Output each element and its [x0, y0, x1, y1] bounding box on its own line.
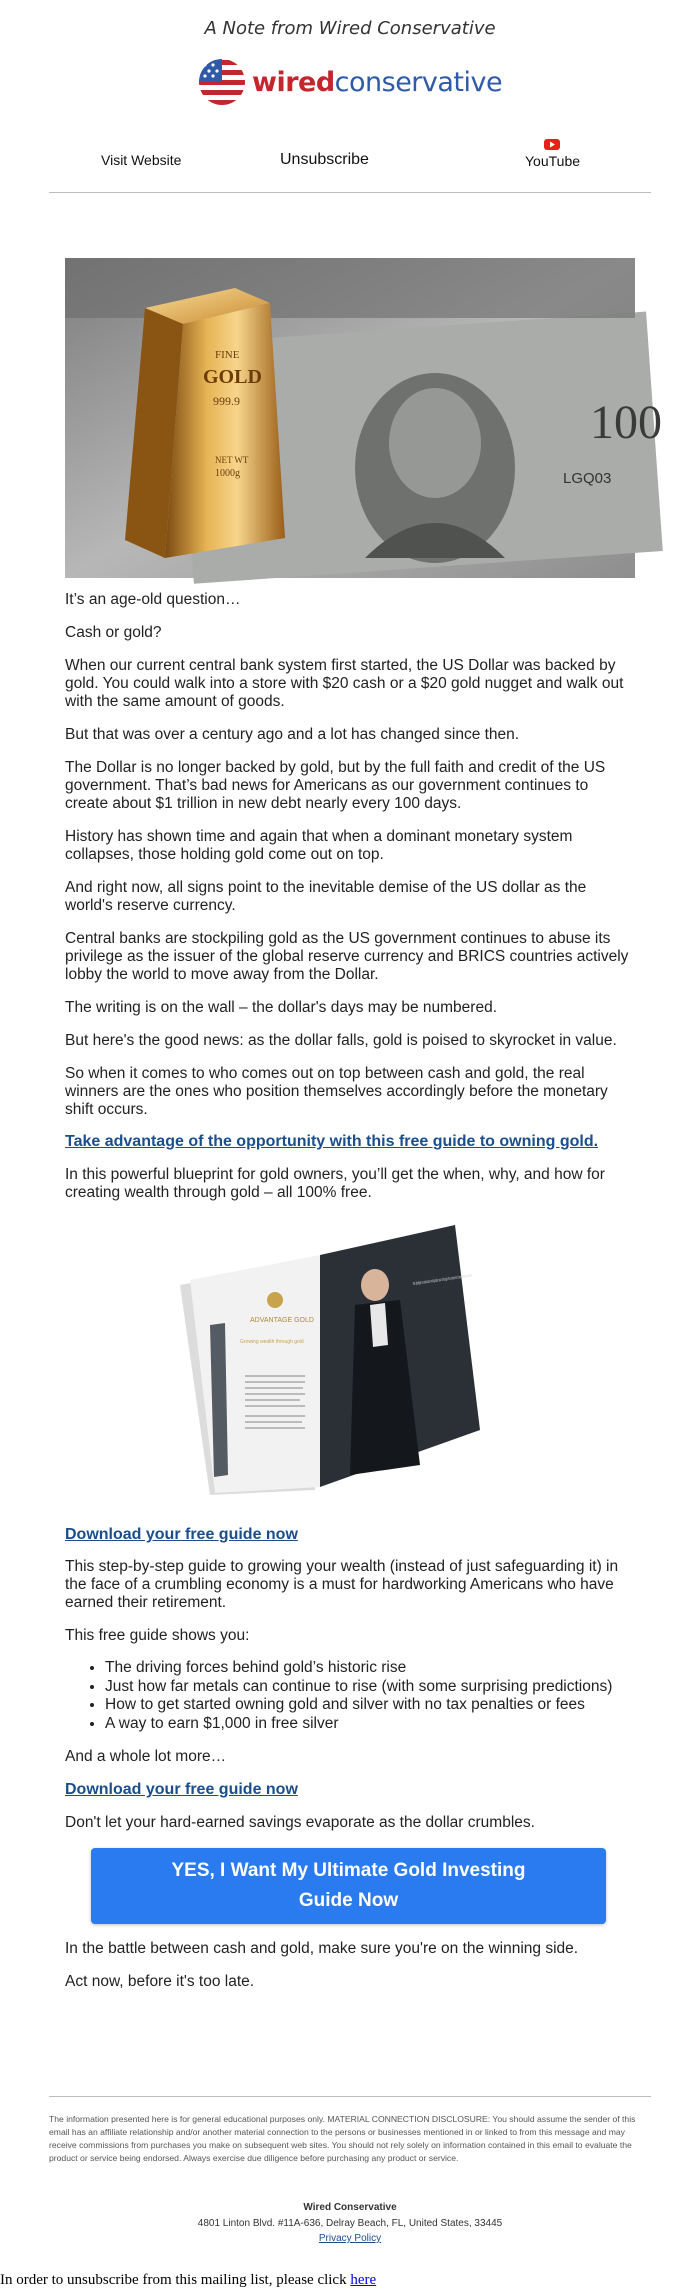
good-news-paragraph: But here's the good news: as the dollar falls, gold is poised to skyrocket in value. — [65, 1032, 617, 1049]
step-by-step-paragraph: This step-by-step guide to growing your wealth (instead of just safeguarding it) in the face of a crumbling economy is a must for hardworking Americans who have earned their retirement. — [65, 1558, 619, 1611]
logo-wordmark — [252, 67, 502, 98]
bar-line-2: GOLD — [203, 366, 262, 388]
footer-divider — [49, 2096, 651, 2097]
brand-logo[interactable] — [198, 56, 502, 108]
bar-line-1: FINE — [215, 349, 240, 361]
download-guide-link-2[interactable]: Download your free guide now — [65, 1781, 298, 1798]
book-right-text: We pledge to educate and guide you through the process from start to finish. — [412, 1259, 565, 1286]
savings-paragraph: Don't let your hard-earned savings evaporate as the dollar crumbles. — [65, 1814, 535, 1831]
unsubscribe-text: In order to unsubscribe from this mailing list, please click — [0, 2272, 347, 2288]
winners-paragraph: So when it comes to who comes out on top between cash and gold, the real winners are the ones who position themselves accordingly before the monetary shift occurs. — [65, 1065, 608, 1118]
battle-paragraph: In the battle between cash and gold, make sure you're on the winning side. — [65, 1940, 579, 1957]
tagline: A Note from Wired Conservative — [204, 18, 496, 39]
list-item: • A way to earn $1,000 in free silver — [105, 1715, 635, 1734]
bar-line-3: 999.9 — [213, 394, 240, 408]
unsubscribe-link[interactable]: Unsubscribe — [280, 151, 369, 168]
collapse-paragraph: History has shown time and again that when a dominant monetary system collapses, those holding gold come out on top. — [65, 828, 573, 863]
writing-wall-paragraph: The writing is on the wall – the dollar's days may be numbered. — [65, 999, 498, 1016]
central-banks-paragraph: Central banks are stockpiling gold as the US government continues to abuse its privilege as the issuer of the global reserve currency and BRICS countries actively lobby the world to move away from the Dollar. — [65, 930, 629, 983]
unsubscribe-here-link[interactable]: here — [350, 2272, 377, 2288]
book-left-text: Growing wealth through gold — [240, 1339, 304, 1345]
logo-word-wired: wired — [252, 66, 335, 98]
cta-label[interactable]: YES, I Want My Ultimate Gold Investing Guide Now — [171, 1860, 526, 1911]
act-now-paragraph: Act now, before it's too late. — [65, 1973, 255, 1990]
company-address: 4801 Linton Blvd. #11A-636, Delray Beach, FL, United States, 33445 — [197, 2218, 503, 2229]
shows-you-paragraph: This free guide shows you: — [65, 1627, 250, 1644]
logo-word-conservative: conservative — [334, 66, 503, 98]
disclaimer-text: The information presented here is for general educational purposes only. MATERIAL CONNECTION DISCLOSURE: You should assume the sender of this email has an affiliate relationship and/or another material connection to the persons or businesses mentioned in or linked to from this message and may receive commissions from purchases you make on subsequent web sites. You should not rely solely on information contained in this email to evaluate the product or service being endorsed. Always exercise due diligence before purchasing any product or service. — [49, 2114, 636, 2163]
youtube-link[interactable]: YouTube — [525, 153, 581, 169]
intro-paragraph: It’s an age-old question… — [65, 591, 241, 608]
list-item: • Just how far metals can continue to rise (with some surprising predictions) — [105, 1678, 635, 1697]
flag-circle-icon — [198, 58, 246, 106]
unsubscribe-notice — [0, 2272, 376, 2289]
bill-serial: LGQ03 — [563, 470, 612, 487]
company-name: Wired Conservative — [303, 2202, 397, 2213]
question-paragraph: Cash or gold? — [65, 624, 162, 641]
header-divider — [49, 192, 651, 193]
guide-book-image[interactable] — [170, 1225, 565, 1505]
list-item: • How to get started owning gold and silver with no tax penalties or fees — [105, 1696, 635, 1715]
bill-number: 100 — [590, 396, 662, 449]
benefits-list — [65, 1659, 635, 1733]
cta-button[interactable] — [91, 1848, 606, 1924]
more-paragraph: And a whole lot more… — [65, 1748, 227, 1765]
hero-image — [65, 258, 662, 578]
demise-paragraph: And right now, all signs point to the inevitable demise of the US dollar as the world's reserve currency. — [65, 879, 587, 914]
blueprint-paragraph: In this powerful blueprint for gold owners, you’ll get the when, why, and how for creating wealth through gold – all 100% free. — [65, 1166, 605, 1201]
century-paragraph: But that was over a century ago and a lot has changed since then. — [65, 726, 520, 743]
download-guide-link-1[interactable]: Download your free guide now — [65, 1526, 298, 1543]
dollar-paragraph: The Dollar is no longer backed by gold, but by the full faith and credit of the US government. That’s bad news for Americans as our government continues to create about $1 trillion in new debt nearly every 100 days. — [65, 759, 606, 812]
bar-line-4: NET WT — [215, 455, 249, 465]
book-brand: ADVANTAGE GOLD — [250, 1317, 314, 1324]
free-guide-link[interactable]: Take advantage of the opportunity with this free guide to owning gold. — [65, 1133, 599, 1150]
bar-line-5: 1000g — [215, 468, 240, 479]
history-paragraph: When our current central bank system first started, the US Dollar was backed by gold. You could walk into a store with $20 cash or a $20 gold nugget and walk out with the same amount of goods. — [65, 657, 624, 710]
list-item: • The driving forces behind gold’s historic rise — [105, 1659, 635, 1678]
privacy-policy-link[interactable]: Privacy Policy — [318, 2233, 382, 2244]
visit-website-link[interactable]: Visit Website — [101, 152, 182, 168]
